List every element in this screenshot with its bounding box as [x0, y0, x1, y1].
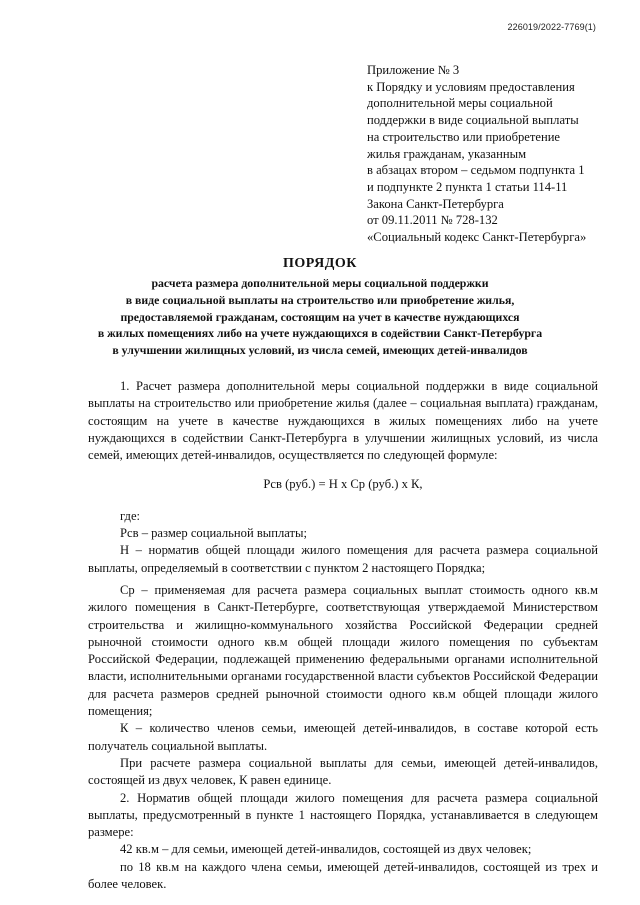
definition-sr: Ср – применяемая для расчета размера социальных выплат стоимость одного кв.м жилого помещения в Санкт-Петербурге, соответствующая утверждаемой Министерством строительства и жилищно-коммунального хозяйства Российской Федерации средней рыночной стоимости одного кв.м общей площади жилого помещения по субъектам Российской Федерации, подлежащей применению федеральными органами исполнительной власти, исполнительными органами государственной власти субъектов Российской Федерации для расчета размеров средней рыночной стоимости одного кв.м общей площади жилого помещения;	[88, 582, 598, 719]
document-title: ПОРЯДОК	[283, 256, 357, 271]
definition-n: Н – норматив общей площади жилого помещения для расчета размера социальной выплаты, определяемый в соответствии с пунктом 2 настоящего Порядка;	[88, 543, 598, 575]
definition-k: К – количество членов семьи, имеющей детей-инвалидов, в составе которой есть получатель социальной выплаты.	[88, 721, 598, 753]
appendix-line: и подпункте 2 пункта 1 статьи 114-11	[367, 179, 568, 194]
subtitle-line: в виде социальной выплаты на строительство или приобретение жилья,	[125, 292, 515, 307]
document-body	[88, 378, 598, 893]
paragraph-2-item-a: 42 кв.м – для семьи, имеющей детей-инвалидов, состоящей из двух человек;	[120, 842, 532, 857]
paragraph-2: 2. Норматив общей площади жилого помещения для расчета размера социальной выплаты, предусмотренный в пункте 1 настоящего Порядка, устанавливается в следующем размере:	[88, 790, 598, 840]
appendix-block	[367, 62, 627, 246]
paragraph-2-item-b: по 18 кв.м на каждого члена семьи, имеющей детей-инвалидов, состоящей из трех и более человек.	[88, 859, 598, 892]
where-label: где:	[120, 508, 141, 523]
appendix-line: жилья гражданам, указанным	[367, 146, 527, 161]
appendix-line: на строительство или приобретение	[367, 129, 561, 144]
appendix-line: Закона Санкт-Петербурга	[367, 196, 504, 211]
appendix-line: от 09.11.2011 № 728-132	[367, 213, 498, 228]
paragraph-two-person: При расчете размера социальной выплаты для семьи, имеющей детей-инвалидов, состоящей из двух человек, К равен единице.	[88, 755, 598, 788]
paragraph-1: 1. Расчет размера дополнительной меры социальной поддержки в виде социальной выплаты на строительство или приобретение жилья (далее – социальная выплата) гражданам, состоящим на учете в качестве нуждающихся в жилых помещениях либо на учете нуждающихся в содействии Санкт-Петербурга в улучшении жилищных условий, из числа семей, имеющих детей-инвалидов, осуществляется по следующей формуле:	[88, 379, 598, 463]
appendix-line: в абзацах втором – седьмом подпункта 1	[367, 163, 585, 178]
subtitle-line: в жилых помещениях либо на учете нуждающихся в содействии Санкт-Петербурга	[97, 326, 543, 341]
appendix-line: к Порядку и условиям предоставления	[367, 79, 575, 94]
formula: Рсв (руб.) = Н х Ср (руб.) х К,	[263, 477, 423, 492]
appendix-line: дополнительной меры социальной	[367, 96, 553, 111]
subtitle-line: расчета размера дополнительной меры социальной поддержки	[151, 276, 489, 290]
subtitle-line: предоставляемой гражданам, состоящим на учет в качестве нуждающихся	[120, 309, 520, 324]
definition-rsv: Рсв – размер социальной выплаты;	[120, 526, 307, 541]
document-subtitle	[40, 275, 600, 359]
appendix-line: Приложение № 3	[367, 63, 460, 77]
appendix-line: «Социальный кодекс Санкт-Петербурга»	[367, 230, 587, 245]
subtitle-line: в улучшении жилищных условий, из числа семей, имеющих детей-инвалидов	[112, 343, 528, 358]
document-number: 226019/2022-7769(1)	[507, 22, 596, 32]
appendix-line: поддержки в виде социальной выплаты	[367, 113, 579, 128]
